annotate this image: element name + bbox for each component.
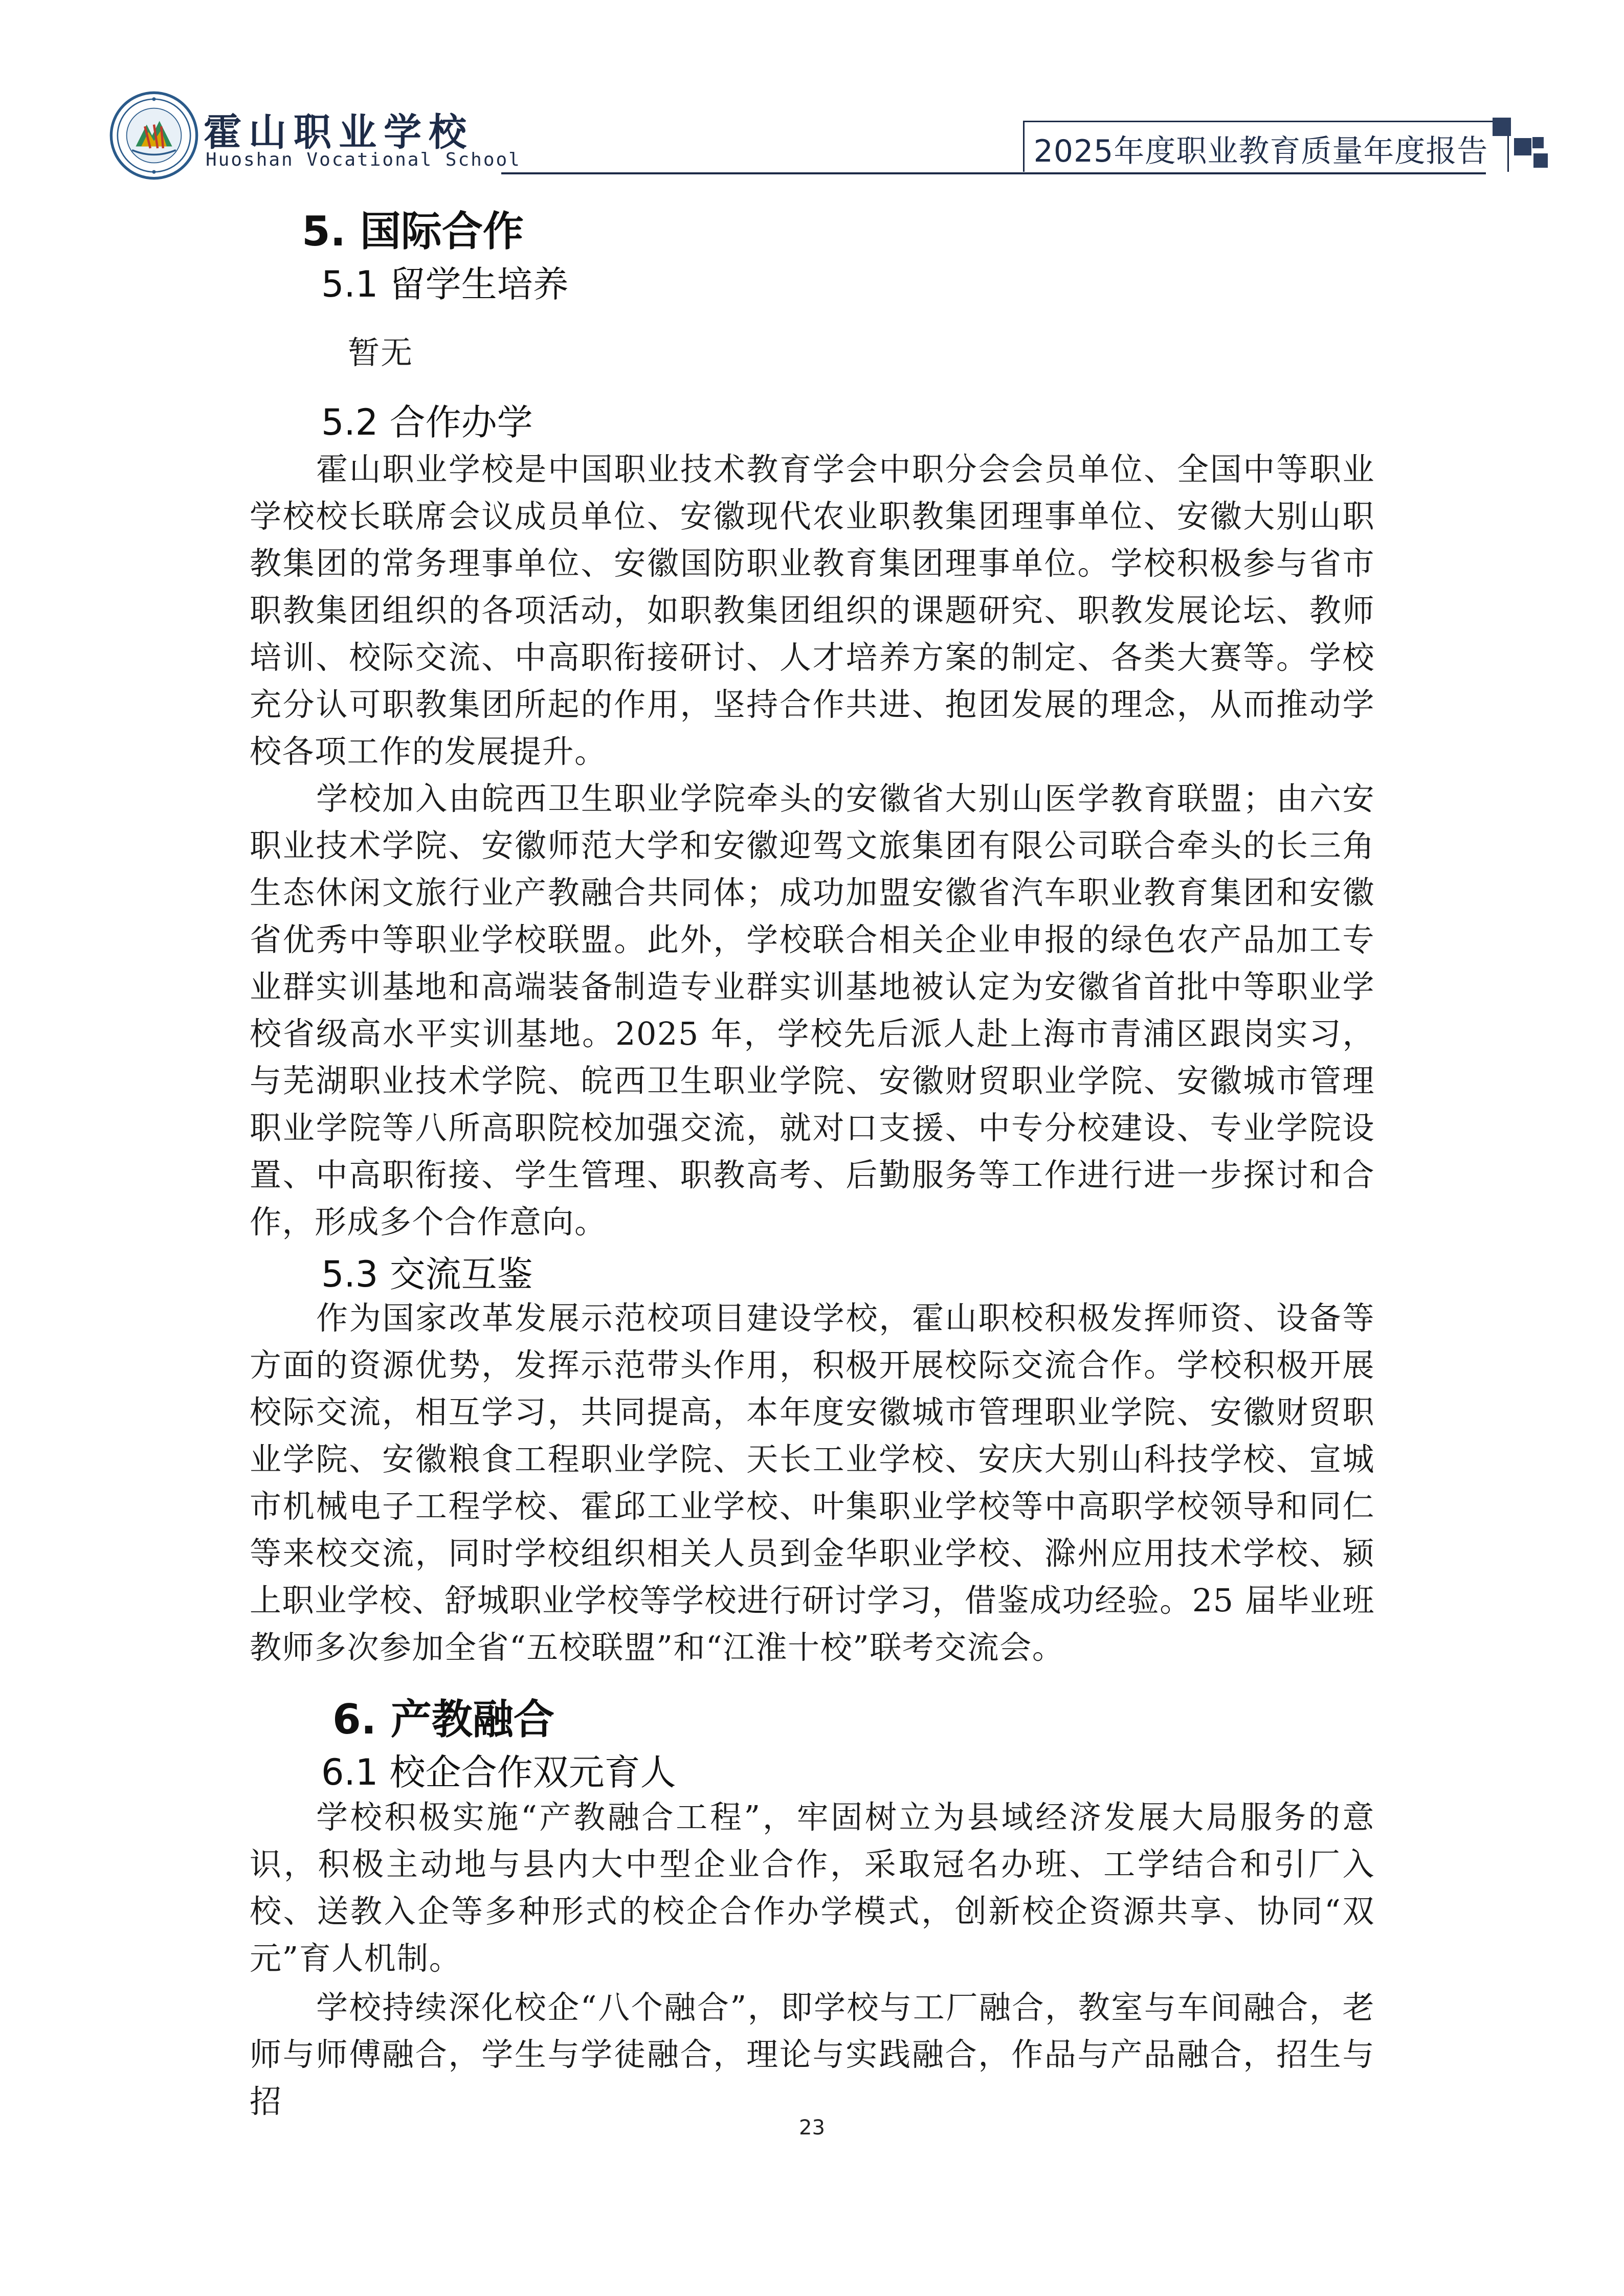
- section-title-5-1: 5.1 留学生培养: [321, 263, 569, 305]
- section-title-5-2: 5.2 合作办学: [321, 401, 533, 443]
- school-name: 霍山职业学校: [204, 110, 474, 154]
- section-title-6: 6. 产教融合: [332, 1696, 554, 1743]
- section-6-1-paragraph: 学校持续深化校企“八个融合”，即学校与工厂融合，教室与车间融合，老师与师傅融合，学生与学徒融合，理论与实践融合，作品与产品融合，招生与招: [250, 1989, 1375, 2120]
- decoration-square: [1533, 153, 1548, 168]
- page-number: 23: [799, 2116, 825, 2140]
- school-name-english: Huoshan Vocational School: [206, 149, 521, 170]
- section-title-5: 5. 国际合作: [302, 208, 524, 255]
- report-title: 2025年度职业教育质量年度报告: [1033, 133, 1488, 169]
- section-5-3-paragraph: 作为国家改革发展示范校项目建设学校，霍山职校积极发挥师资、设备等方面的资源优势，发挥示范带头作用，积极开展校际交流合作。学校积极开展校际交流，相互学习，共同提高，本年度安徽城市管理职业学院、安徽财贸职业学院、安徽粮食工程职业学院、天长工业学校、安庆大别山科技学校、宣城市机械电子工程学校、霍邱工业学校、叶集职业学校等中高职学校领导和同仁等来校交流，同时学校组织相关人员到金华职业学校、滁州应用技术学校、颍上职业学校、舒城职业学校等学校进行研讨学习，借鉴成功经验。25 届毕业班教师多次参加全省“五校联盟”和“江淮十校”联考交流会。: [250, 1299, 1375, 1666]
- decoration-square: [1493, 118, 1511, 136]
- section-title-6-1: 6.1 校企合作双元育人: [321, 1751, 676, 1793]
- section-title-5-3: 5.3 交流互鉴: [321, 1253, 533, 1295]
- section-5-2-paragraph: 霍山职业学校是中国职业技术教育学会中职分会会员单位、全国中等职业学校校长联席会议成员单位、安徽现代农业职教集团理事单位、安徽大别山职教集团的常务理事单位、安徽国防职业教育集团理事单位。学校积极参与省市职教集团组织的各项活动，如职教集团组织的课题研究、职教发展论坛、教师培训、校际交流、中高职衔接研讨、人才培养方案的制定、各类大赛等。学校充分认可职教集团所起的作用，坚持合作共进、抱团发展的理念，从而推动学校各项工作的发展提升。: [250, 451, 1375, 770]
- header-divider: [501, 172, 1486, 174]
- section-5-2-paragraph: 学校加入由皖西卫生职业学院牵头的安徽省大别山医学教育联盟；由六安职业技术学院、安徽师范大学和安徽迎驾文旅集团有限公司联合牵头的长三角生态休闲文旅行业产教融合共同体；成功加盟安徽省汽车职业教育集团和安徽省优秀中等职业学校联盟。此外，学校联合相关企业申报的绿色农产品加工专业群实训基地和高端装备制造专业群实训基地被认定为安徽省首批中等职业学校省级高水平实训基地。2025 年，学校先后派人赴上海市青浦区跟岗实习，与芜湖职业技术学院、皖西卫生职业学院、安徽财贸职业学院、安徽城市管理职业学院等八所高职院校加强交流，就对口支援、中专分校建设、专业学院设置、中高职衔接、学生管理、职教高考、后勤服务等工作进行进一步探讨和合作，形成多个合作意向。: [250, 780, 1375, 1241]
- section-6-1-paragraph: 学校积极实施“产教融合工程”，牢固树立为县域经济发展大局服务的意识，积极主动地与县内大中型企业合作，采取冠名办班、工学结合和引厂入校、送教入企等多种形式的校企合作办学模式，创新校企资源共享、协同“双元”育人机制。: [250, 1798, 1375, 1977]
- school-emblem-icon: [108, 90, 199, 181]
- page-header: [0, 0, 1624, 184]
- decoration-square: [1532, 137, 1544, 148]
- decoration-square: [1514, 138, 1531, 155]
- section-5-1-text: 暂无: [348, 334, 414, 371]
